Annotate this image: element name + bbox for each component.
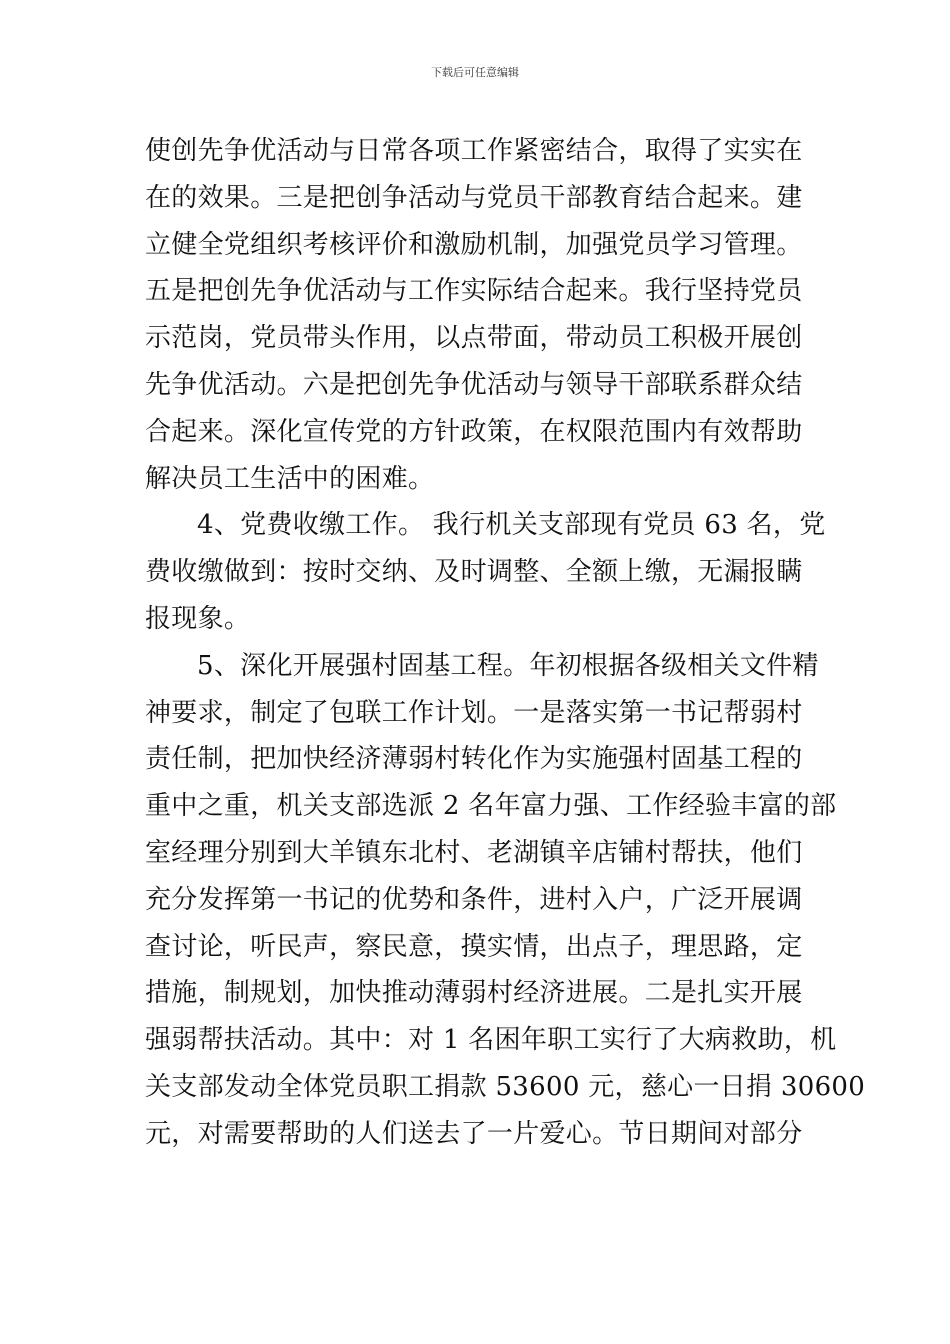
text-line: 4、党费收缴工作。 我行机关支部现有党员 63 名，党: [197, 510, 826, 541]
text-line: 查讨论，听民声，察民意，摸实情，出点子，理思路，定: [145, 931, 803, 962]
text-line: 五是把创先争优活动与工作实际结合起来。我行坚持党员: [145, 276, 803, 307]
text-line: 报现象。: [145, 603, 251, 634]
text-line: 重中之重，机关支部选派 2 名年富力强、工作经验丰富的部: [145, 791, 837, 822]
text-line: 责任制，把加快经济薄弱村转化作为实施强村固基工程的: [145, 744, 803, 775]
text-line: 合起来。深化宣传党的方针政策，在权限范围内有效帮助: [145, 416, 803, 447]
page-header: 下载后可任意编辑: [431, 66, 519, 79]
text-line: 费收缴做到：按时交纳、及时调整、全额上缴，无漏报瞒: [145, 557, 803, 588]
paragraph-3: [145, 643, 866, 1158]
text-line: 元，对需要帮助的人们送去了一片爱心。节日期间对部分: [145, 1118, 803, 1149]
document-body: [145, 128, 866, 1158]
text-line: 示范岗，党员带头作用，以点带面，带动员工积极开展创: [145, 323, 803, 354]
text-line: 使创先争优活动与日常各项工作紧密结合，取得了实实在: [145, 136, 803, 166]
text-line: 神要求，制定了包联工作计划。一是落实第一书记帮弱村: [145, 697, 803, 728]
text-line: 先争优活动。六是把创先争优活动与领导干部联系群众结: [145, 369, 803, 400]
paragraph-1: [145, 128, 809, 502]
text-line: 解决员工生活中的困难。: [145, 463, 435, 494]
text-line: 充分发挥第一书记的优势和条件，进村入户，广泛开展调: [145, 884, 803, 915]
paragraph-2: [145, 502, 826, 642]
text-line: 在的效果。三是把创争活动与党员干部教育结合起来。建: [145, 182, 803, 213]
text-line: 关支部发动全体党员职工捐款 53600 元，慈心一日捐 30600: [145, 1071, 866, 1102]
text-line: 立健全党组织考核评价和激励机制，加强党员学习管理。: [145, 229, 803, 260]
text-line: 室经理分别到大羊镇东北村、老湖镇辛店铺村帮扶，他们: [145, 837, 803, 868]
text-line: 强弱帮扶活动。其中：对 1 名困年职工实行了大病救助，机: [145, 1025, 837, 1056]
text-line: 措施，制规划，加快推动薄弱村经济进展。二是扎实开展: [145, 978, 803, 1009]
text-line: 5、深化开展强村固基工程。年初根据各级相关文件精: [197, 650, 819, 681]
